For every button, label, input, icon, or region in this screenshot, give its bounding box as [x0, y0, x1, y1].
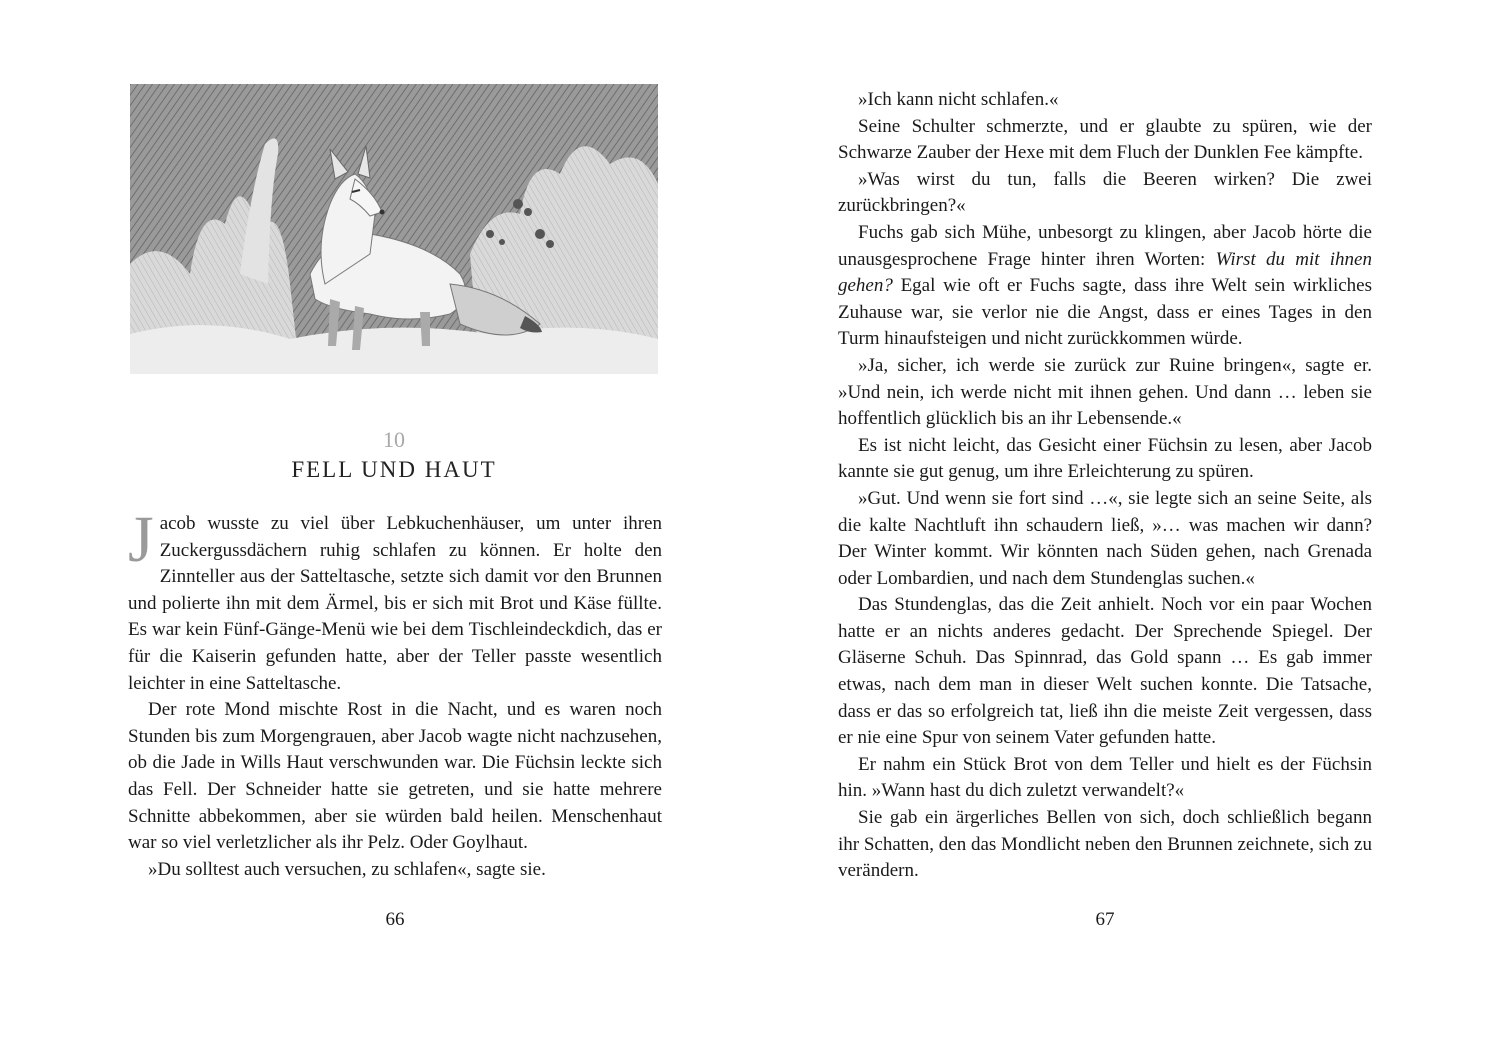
paragraph [128, 503, 662, 697]
paragraph: Das Stundenglas, das die Zeit anhielt. Noch vor ein paar Wochen hatte er an nichts anderes gedacht. Der Sprechende Spiegel. Der Gläserne Schuh. Das Spinnrad, das Gold spann … Es gab immer etwas, nach dem man in dieser Welt suchen konnte. Die Tatsache, dass er das so erfolgreich tat, ließ ihn die meiste Zeit vergessen, dass er nie eine Spur von seinem Vater gefunden hatte. [838, 594, 1372, 749]
paragraph-text: acob wusste zu viel über Lebkuchenhäuser, um unter ihren Zuckergussdächern ruhig schlafen zu können. Er holte den Zinnteller aus der Satteltasche, setzte sich damit vor den Brunnen und polierte ihn mit dem Ärmel, bis er sich mit Brot und Käse füllte. Es war kein Fünf-Gänge-Menü wie bei dem Tischleindeckdich, das er für die Kaiserin gefunden hatte, aber der Teller passte wesentlich leichter in eine Satteltasche. [128, 513, 662, 694]
paragraph: »Du solltest auch versuchen, zu schlafen«, sagte sie. [148, 858, 546, 880]
paragraph: »Ich kann nicht schlafen.« [858, 89, 1059, 110]
right-page [750, 0, 1500, 1050]
paragraph: Der rote Mond mischte Rost in die Nacht, und es waren noch Stunden bis zum Morgengrauen, aber Jacob wagte nicht nachzusehen, ob die Jade in Wills Haut verschwunden war. Die Füchsin leckte sich das Fell. Der Schneider hatte sie getreten, und sie hatte mehrere Schnitte abbekommen, aber sie würden bald heilen. Menschenhaut war so viel verletzlicher als ihr Pelz. Oder Goylhaut. [128, 699, 662, 854]
paragraph: »Ja, sicher, ich werde sie zurück zur Ruine bringen«, sagte er. »Und nein, ich werde nicht mit ihnen gehen. Und dann … leben sie hoffentlich glücklich bis an ihr Lebensende.« [838, 354, 1372, 430]
paragraph: Er nahm ein Stück Brot von dem Teller und hielt es der Füchsin hin. »Wann hast du dich zuletzt verwandelt?« [838, 753, 1372, 802]
page-number: 66 [385, 909, 405, 930]
paragraph-text: Fuchs gab sich Mühe, unbesorgt zu klingen, aber Jacob hörte die unausgesprochene Frage hinter ihren Worten: [838, 221, 1372, 270]
paragraph: Seine Schulter schmerzte, und er glaubte zu spüren, wie der Schwarze Zauber der Hexe mit dem Fluch der Dunklen Fee kämpfte. [838, 115, 1372, 164]
fox-pencil-illustration-icon [130, 84, 658, 374]
left-page-text [128, 503, 662, 883]
paragraph: »Was wirst du tun, falls die Beeren wirken? Die zwei zurückbringen?« [838, 168, 1372, 217]
chapter-number: 10 [383, 427, 405, 452]
paragraph [838, 220, 1372, 353]
right-page-text [838, 87, 1372, 885]
drop-cap: J [128, 503, 154, 576]
paragraph: »Gut. Und wenn sie fort sind …«, sie legte sich an seine Seite, als die kalte Nachtluft ihn schaudern ließ, »… was machen wir dann? Der Winter kommt. Wir könnten nach Süden gehen, nach Grenada oder Lombardien, und nach dem Stundenglas suchen.« [838, 487, 1372, 589]
page-number: 67 [1095, 909, 1115, 930]
paragraph: Sie gab ein ärgerliches Bellen von sich, doch schließlich begann ihr Schatten, den das Mondlicht neben den Brunnen zeichnete, sich zu verändern. [838, 807, 1372, 882]
italic-question: Wirst du mit ihnen gehen? [838, 248, 1372, 297]
paragraph: Es ist nicht leicht, das Gesicht einer Füchsin zu lesen, aber Jacob kannte sie gut genug, um ihre Erleichterung zu spüren. [838, 434, 1372, 483]
chapter-title: FELL UND HAUT [291, 457, 497, 482]
paragraph-text: Egal wie oft er Fuchs sagte, dass ihre Welt sein wirkliches Zuhause war, sie verlor nie die Angst, dass er eines Tages in den Turm hinaufsteigen und nicht zurückkommen würde. [838, 275, 1372, 350]
